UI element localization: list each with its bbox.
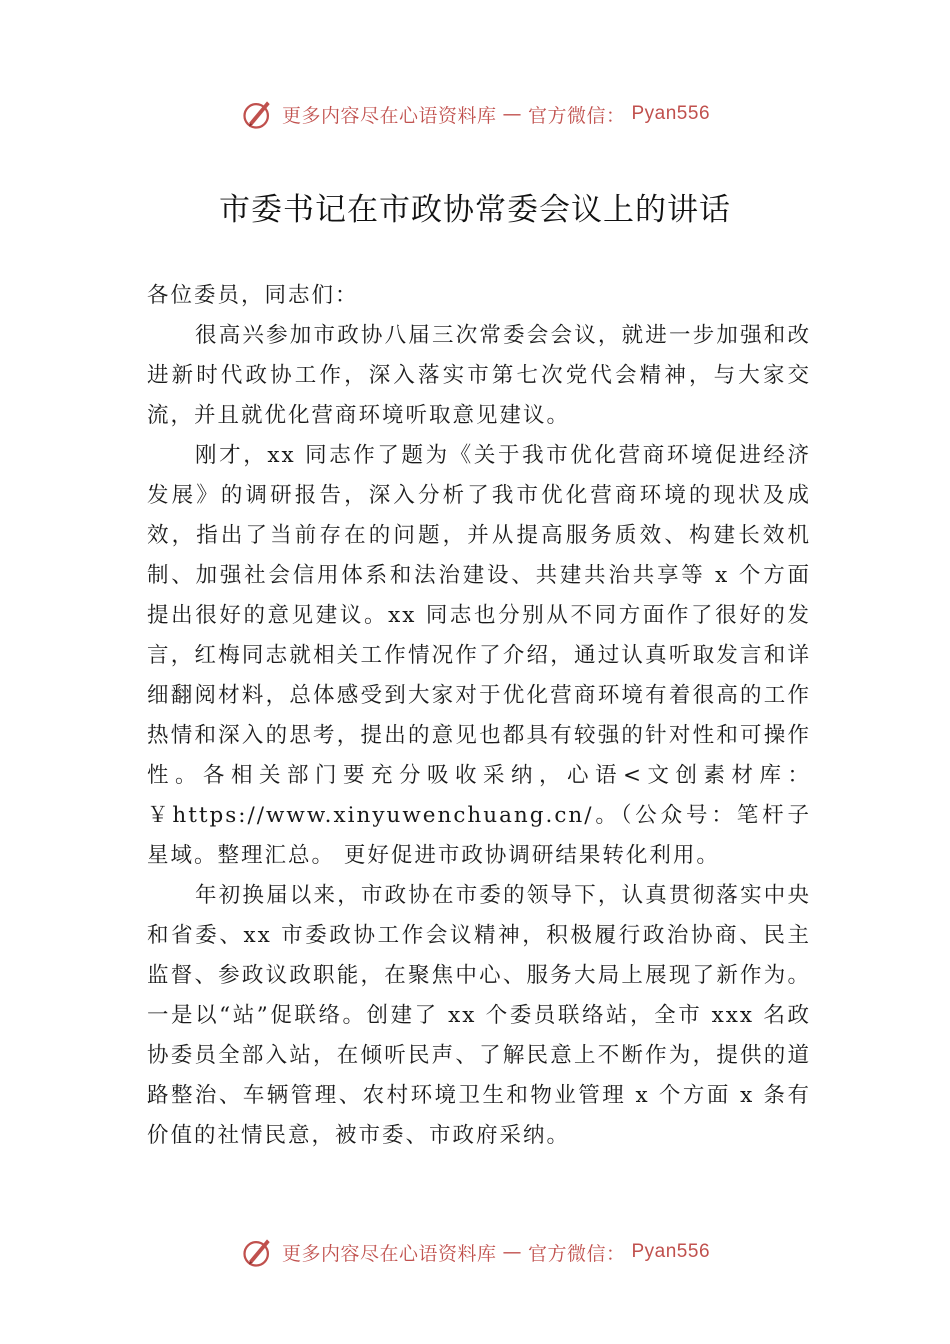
- document-body: [147, 276, 811, 1156]
- footer-banner: [0, 1230, 950, 1274]
- paragraph-2: 刚才，xx 同志作了题为《关于我市优化营商环境促进经济发展》的调研报告，深入分析了我市优化营商环境的现状及成效，指出了当前存在的问题，并从提高服务质效、构建长效机制、加强社会信用体系和法治建设、共建共治共享等 x 个方面提出很好的意见建议。xx 同志也分别从不同方面作了很好的发言，红梅同志就相关工作情况作了介绍，通过认真听取发言和详细翻阅材料，总体感受到大家对于优化营商环境有着很高的工作热情和深入的思考，提出的意见也都具有较强的针对性和可操作性。各相关部门要充分吸收采纳，心语<文创素材库：￥https://www.xinyuwenchuang.cn/。（公众号：笔杆子星域。整理汇总。 更好促进市政协调研结果转化利用。: [147, 443, 811, 868]
- paragraph-1: 很高兴参加市政协八届三次常委会会议，就进一步加强和改进新时代政协工作，深入落实市第七次党代会精神，与大家交流，并且就优化营商环境听取意见建议。: [147, 323, 811, 428]
- banner-wechat-label: 官方微信：: [527, 1242, 626, 1265]
- quill-pen-logo-icon: [240, 96, 276, 132]
- header-banner: [0, 92, 950, 136]
- banner-wechat-id: Pyan556: [631, 103, 711, 124]
- quill-pen-logo-icon: [240, 1234, 276, 1270]
- greeting-line: 各位委员，同志们：: [147, 283, 359, 308]
- banner-promo-text: 更多内容尽在心语资料库: [281, 104, 497, 127]
- banner-promo-text: 更多内容尽在心语资料库: [281, 1242, 497, 1265]
- banner-separator: —: [502, 103, 522, 125]
- banner-separator: —: [502, 1241, 522, 1263]
- banner-wechat-id: Pyan556: [631, 1241, 711, 1262]
- banner-wechat-label: 官方微信：: [527, 104, 626, 127]
- document-title: 市委书记在市政协常委会议上的讲话: [219, 192, 731, 228]
- paragraph-3: 年初换届以来，市政协在市委的领导下，认真贯彻落实中央和省委、xx 市委政协工作会议精神，积极履行政治协商、民主监督、参政议政职能，在聚焦中心、服务大局上展现了新作为。一是以“站”促联络。创建了 xx 个委员联络站，全市 xxx 名政协委员全部入站，在倾听民声、了解民意上不断作为，提供的道路整治、车辆管理、农村环境卫生和物业管理 x 个方面 x 条有价值的社情民意，被市委、市政府采纳。: [147, 883, 811, 1148]
